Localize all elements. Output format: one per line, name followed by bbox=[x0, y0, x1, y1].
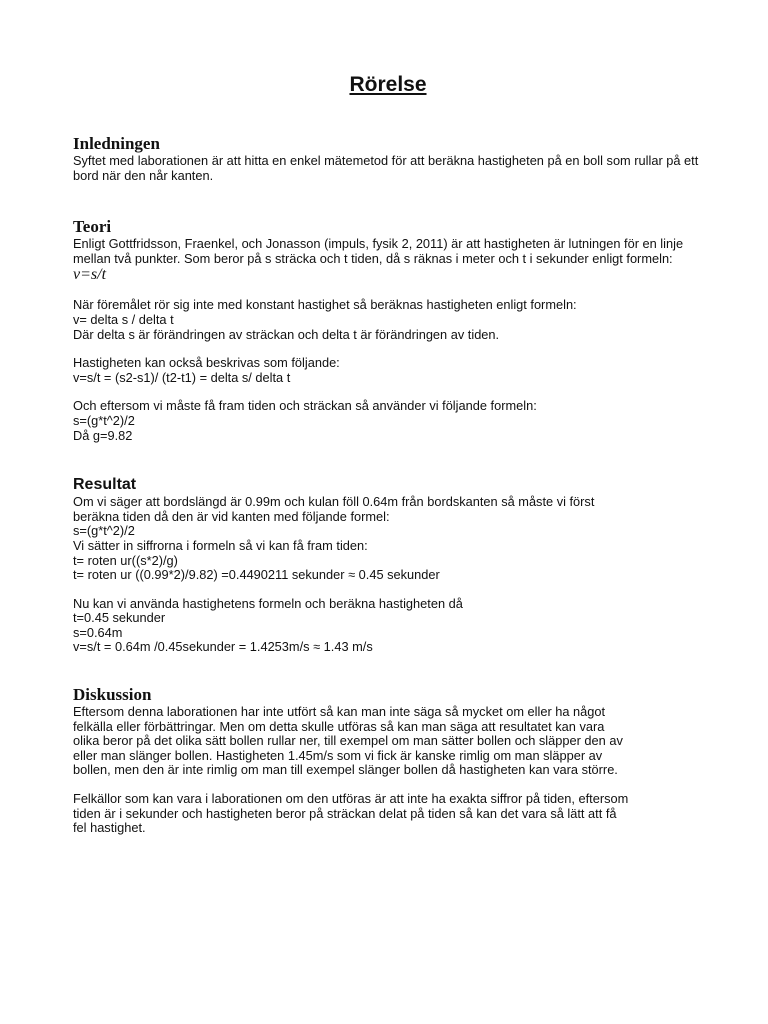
diskussion-line: bollen, men den är inte rimlig om man till exempel slänger bollen då hastigheten kan vara större. bbox=[73, 762, 618, 778]
heading-diskussion: Diskussion bbox=[73, 685, 152, 705]
diskussion-line: fel hastighet. bbox=[73, 820, 146, 836]
resultat-line: s=0.64m bbox=[73, 624, 123, 640]
inledning-text: Syftet med laborationen är att hitta en enkel mätemetod för att beräkna hastigheten på en boll som rullar på ett bord när den når kanten. bbox=[73, 153, 699, 183]
diskussion-line: felkälla eller förbättringar. Men om detta skulle utföras så kan man säga att resultatet kan vara bbox=[73, 718, 605, 734]
teori-intro: Enligt Gottfridsson, Fraenkel, och Jonasson (impuls, fysik 2, 2011) är att hastigheten är lutningen för en linje mellan två punkter. Som beror på s sträcka och t tiden, då s räknas i meter och t i sekunder enligt formeln: bbox=[73, 236, 684, 266]
diskussion-line: olika beror på det olika sätt bollen rullar ner, till exempel om man sätter bollen och släpper den av bbox=[73, 733, 623, 749]
resultat-line: t= roten ur((s*2)/g) bbox=[73, 552, 178, 568]
document-title: Rörelse bbox=[349, 73, 427, 96]
resultat-line: t=0.45 sekunder bbox=[73, 610, 166, 626]
diskussion-block-1 bbox=[73, 705, 703, 778]
teori-formula: v=s/t bbox=[73, 266, 107, 284]
resultat-line: Vi sätter in siffrorna i formeln så vi kan få fram tiden: bbox=[73, 537, 368, 553]
section-resultat bbox=[73, 475, 703, 655]
diskussion-line: tiden är i sekunder och hastigheten beror på sträckan delat på tiden så kan det vara så lätt att få bbox=[73, 805, 617, 821]
heading-inledning: Inledningen bbox=[73, 134, 160, 153]
heading-resultat: Resultat bbox=[73, 476, 137, 494]
teori-block-3 bbox=[73, 399, 703, 443]
resultat-line: v=s/t = 0.64m /0.45sekunder = 1.4253m/s ≈ 1.43 m/s bbox=[73, 639, 373, 655]
resultat-block-2 bbox=[73, 597, 703, 655]
teori-line: När föremålet rör sig inte med konstant hastighet så beräknas hastigheten enligt formeln: bbox=[73, 297, 577, 313]
teori-block-2 bbox=[73, 356, 703, 385]
heading-teori: Teori bbox=[73, 217, 112, 237]
diskussion-line: Felkällor som kan vara i laborationen om den utföras är att inte ha exakta siffror på tiden, eftersom bbox=[73, 791, 629, 807]
teori-line: Hastigheten kan också beskrivas som följande: bbox=[73, 355, 340, 371]
teori-line: Och eftersom vi måste få fram tiden och sträckan så använder vi följande formeln: bbox=[73, 398, 537, 414]
resultat-line: Nu kan vi använda hastighetens formeln och beräkna hastigheten då bbox=[73, 595, 463, 611]
teori-block-1 bbox=[73, 298, 703, 342]
diskussion-line: Eftersom denna laborationen har inte utfört så kan man inte säga så mycket om eller ha något bbox=[73, 704, 606, 720]
diskussion-block-2 bbox=[73, 792, 703, 836]
resultat-block-1 bbox=[73, 495, 703, 583]
section-inledning bbox=[73, 134, 703, 183]
teori-line: Då g=9.82 bbox=[73, 427, 133, 443]
diskussion-line: eller man slänger bollen. Hastigheten 1.45m/s som vi fick är kanske rimlig om man släpper av bbox=[73, 747, 603, 763]
section-teori bbox=[73, 217, 703, 443]
section-diskussion bbox=[73, 685, 703, 836]
document-page bbox=[73, 72, 703, 836]
teori-line: Där delta s är förändringen av sträckan och delta t är förändringen av tiden. bbox=[73, 326, 500, 342]
teori-line: v= delta s / delta t bbox=[73, 311, 174, 327]
resultat-line: beräkna tiden då den är vid kanten med följande formel: bbox=[73, 508, 390, 524]
teori-line: s=(g*t^2)/2 bbox=[73, 412, 135, 428]
teori-line: v=s/t = (s2-s1)/ (t2-t1) = delta s/ delta t bbox=[73, 369, 291, 385]
resultat-line: Om vi säger att bordslängd är 0.99m och kulan föll 0.64m från bordskanten så måste vi först bbox=[73, 494, 595, 510]
resultat-line: s=(g*t^2)/2 bbox=[73, 523, 135, 539]
resultat-line: t= roten ur ((0.99*2)/9.82) =0.4490211 sekunder ≈ 0.45 sekunder bbox=[73, 567, 440, 583]
